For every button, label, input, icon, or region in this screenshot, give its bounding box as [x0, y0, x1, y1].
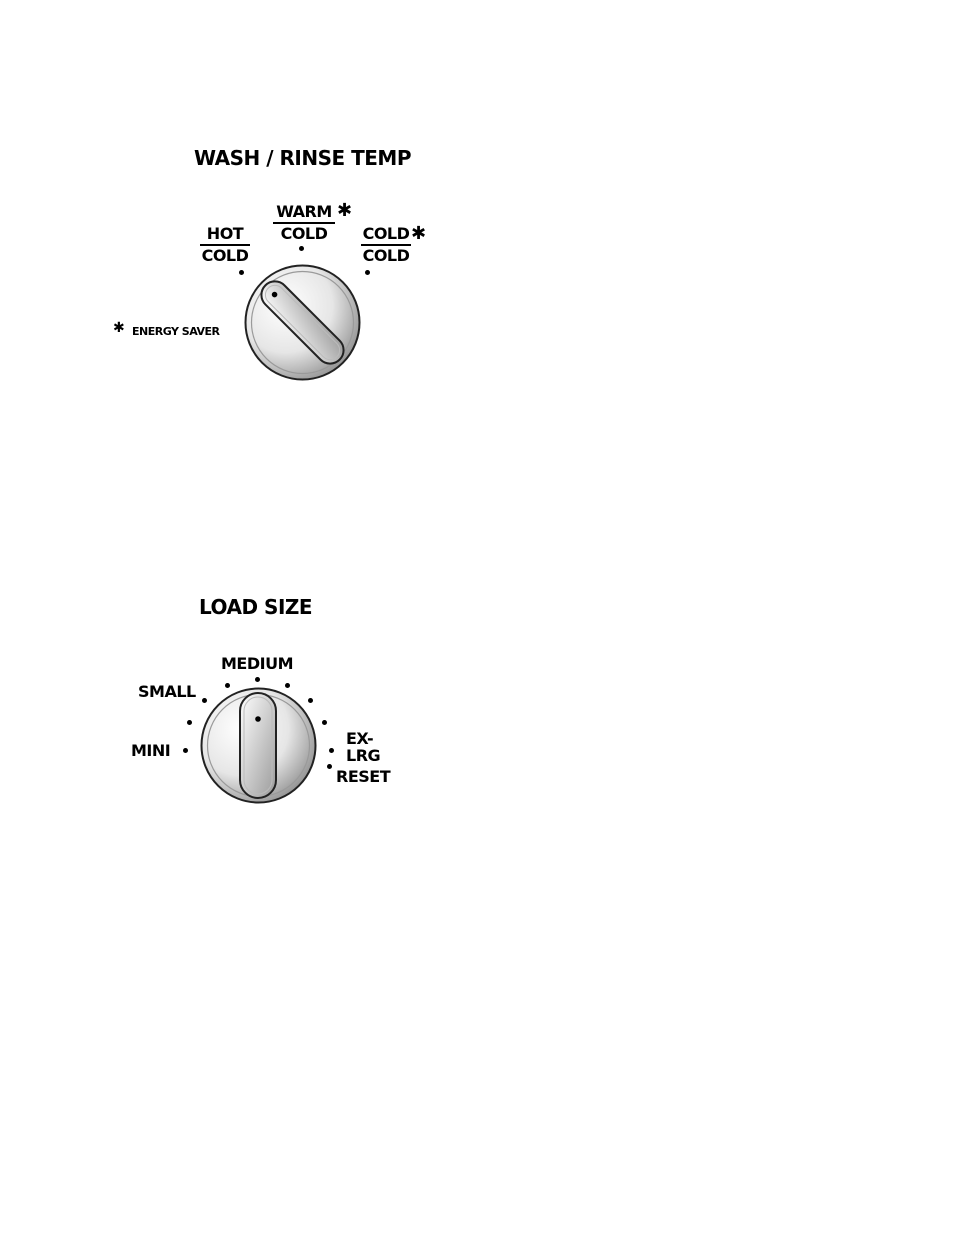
energy-saver-star-icon: ✱ [113, 320, 125, 336]
load-size-reset-label: RESET [336, 767, 391, 786]
wash-rinse-temp-title: WASH / RINSE TEMP [194, 146, 411, 170]
load-size-medium-label: MEDIUM [221, 654, 293, 673]
cold-cold-position-dot [365, 270, 370, 275]
setting-cold-cold [361, 224, 411, 266]
load-size-lrg-label: LRG [346, 746, 381, 765]
setting-hot-label: HOT [200, 224, 250, 246]
warm-cold-position-dot [299, 246, 304, 251]
energy-saver-note: ENERGY SAVER [132, 325, 220, 338]
load-size-title: LOAD SIZE [199, 595, 313, 619]
load-size-knob[interactable] [196, 683, 321, 808]
load-size-ex-label: EX- [346, 729, 374, 748]
setting-cold-label: COLD [361, 224, 411, 246]
load-size-position-dot [322, 720, 327, 725]
load-size-position-dot [329, 748, 334, 753]
load-size-position-dot [255, 677, 260, 682]
energy-saver-star-icon: ✱ [411, 223, 427, 244]
energy-saver-star-icon: ✱ [337, 200, 353, 221]
setting-cold-rinse-label: COLD [362, 246, 410, 265]
load-size-small-label: SMALL [138, 682, 196, 701]
load-size-position-dot [187, 720, 192, 725]
setting-warm-rinse-label: COLD [280, 224, 328, 243]
wash-rinse-temp-knob[interactable] [240, 260, 365, 385]
load-size-position-dot [327, 764, 332, 769]
load-size-mini-label: MINI [131, 741, 171, 760]
setting-warm-label: WARM [273, 202, 335, 224]
setting-warm-cold [273, 202, 335, 244]
setting-hot-rinse-label: COLD [201, 246, 249, 265]
load-size-position-dot [183, 748, 188, 753]
